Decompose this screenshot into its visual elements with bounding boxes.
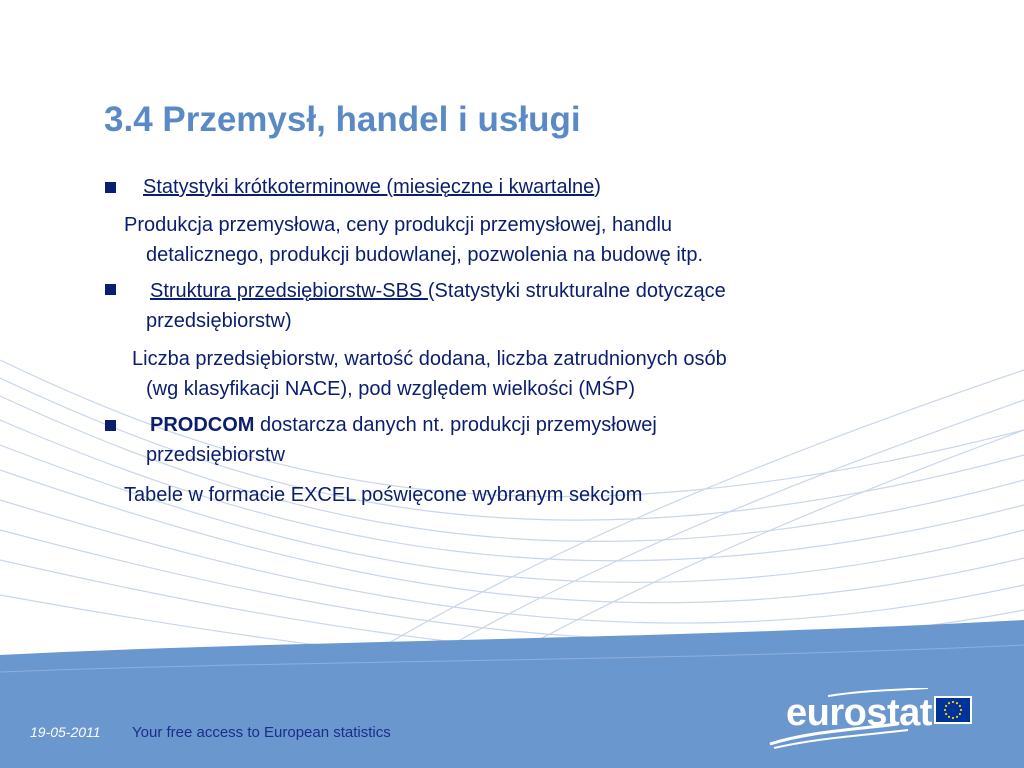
bullet-marker — [105, 420, 116, 431]
bullet-2-suffix: (Statystyki strukturalne dotyczące — [427, 280, 726, 302]
logo-wordmark: eurostat — [786, 692, 932, 734]
prodcom-label: PRODCOM — [150, 414, 255, 436]
slide-title: 3.4 Przemysł, handel i usługi — [104, 100, 581, 139]
bullet-3-suffix: dostarcza danych nt. produkcji przemysłowej — [254, 414, 657, 436]
detail-2-line-2: (wg klasyfikacji NACE), pod względem wielkości (MŚP) — [146, 378, 636, 400]
bullet-2-line-2: przedsiębiorstw) — [146, 310, 292, 332]
bullet-marker — [105, 182, 116, 193]
detail-2-line-1: Liczba przedsiębiorstw, wartość dodana, liczba zatrudnionych osób — [132, 348, 727, 370]
eurostat-logo — [768, 688, 988, 750]
link-short-term-statistics[interactable]: Statystyki krótkoterminowe (miesięczne i kwartalne — [143, 176, 595, 198]
bullet-3-line-2: przedsiębiorstw — [146, 444, 285, 466]
bullet-3 — [150, 410, 657, 441]
detail-3-line-1: Tabele w formacie EXCEL poświęcone wybranym sekcjom — [124, 484, 643, 506]
detail-1-line-1: Produkcja przemysłowa, ceny produkcji przemysłowej, handlu — [124, 214, 673, 236]
footer-date: 19-05-2011 — [30, 724, 101, 740]
eu-flag-icon — [934, 696, 972, 724]
footer-tagline: Your free access to European statistics — [132, 724, 391, 741]
bullet-1 — [143, 172, 601, 203]
link-sbs[interactable]: Struktura przedsiębiorstw-SBS — [150, 280, 428, 302]
bullet-2 — [150, 276, 726, 307]
eu-stars-icon — [936, 698, 970, 722]
detail-1-line-2: detalicznego, produkcji budowlanej, pozwolenia na budowę itp. — [146, 244, 704, 266]
bullet-1-suffix: ) — [594, 176, 601, 198]
bullet-marker — [105, 284, 116, 295]
